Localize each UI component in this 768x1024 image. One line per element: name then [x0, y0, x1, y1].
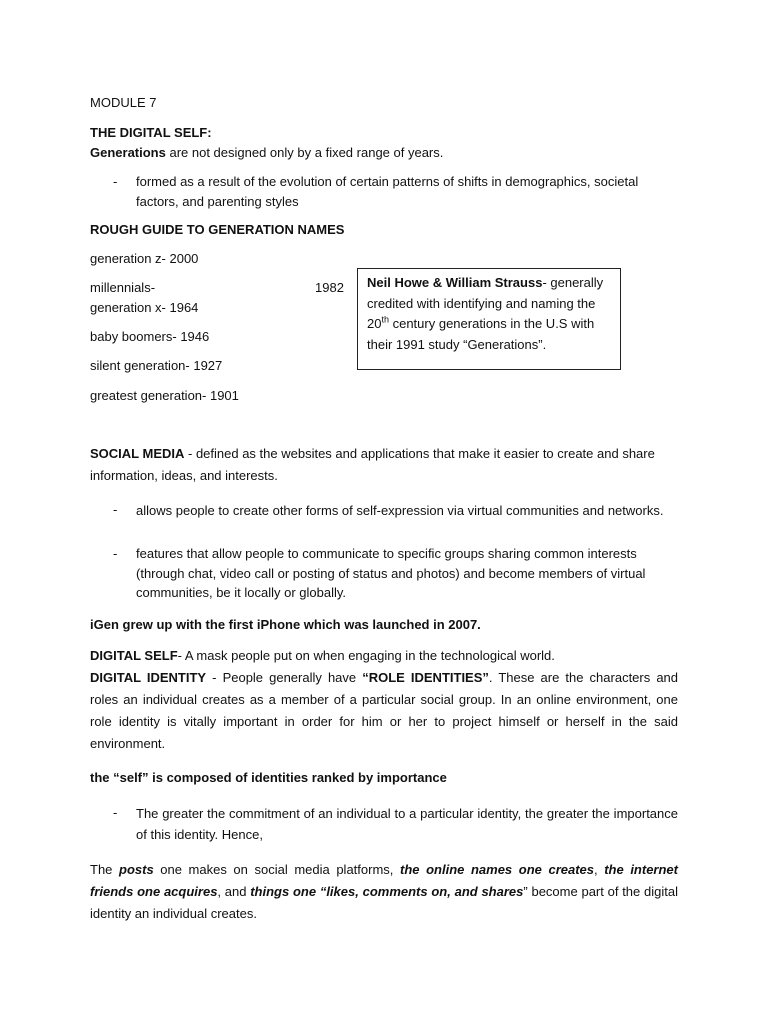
digital-identity-text-2: . These are the characters and roles an individual creates as a member of a particular social group. In an online environment, one role identity is vitally important in order for him or her to project himself or herself in the said environment.	[90, 670, 679, 751]
ordinal-superscript: th	[381, 314, 389, 325]
closing-text-3: ,	[594, 862, 605, 877]
generations-text: are not designed only by a fixed range of years.	[165, 145, 444, 160]
millennials-year: 1982	[315, 280, 344, 295]
howe-strauss-textbox	[357, 268, 621, 370]
bullet-dash: -	[113, 502, 118, 517]
greatest-generation-item: greatest generation- 1901	[90, 388, 239, 403]
silent-generation-item: silent generation- 1927	[90, 358, 223, 373]
digital-self-heading: THE DIGITAL SELF:	[90, 125, 212, 140]
generation-x-item: generation x- 1964	[90, 300, 199, 315]
role-identities-term: “ROLE IDENTITIES”	[362, 670, 489, 685]
generations-bullet: formed as a result of the evolution of certain patterns of shifts in demographics, societal factors, and parenting styles	[136, 174, 639, 209]
textbox-text-2: century generations in the U.S with their 1991 study “Generations”.	[367, 316, 595, 352]
closing-text-4: , and	[217, 884, 251, 899]
textbox-text-1: - generally credited with identifying and naming the 20	[367, 275, 604, 331]
likes-comments-shares-term: things one “likes, comments on, and shares	[250, 884, 524, 899]
guide-heading: ROUGH GUIDE TO GENERATION NAMES	[90, 222, 345, 237]
baby-boomers-item: baby boomers- 1946	[90, 329, 210, 344]
authors-names: Neil Howe & William Strauss	[367, 275, 543, 290]
igen-statement: iGen grew up with the first iPhone which was launched in 2007.	[90, 617, 481, 632]
millennials-item: millennials-	[90, 280, 156, 295]
online-names-term: the online names one creates	[400, 862, 594, 877]
social-media-definition	[90, 443, 678, 487]
generations-term: Generations	[90, 145, 166, 160]
social-media-term: SOCIAL MEDIA	[90, 446, 185, 461]
digital-identity-term: DIGITAL IDENTITY	[90, 670, 207, 685]
digital-self-term: DIGITAL SELF	[90, 648, 178, 663]
self-bullet: The greater the commitment of an individual to a particular identity, the greater the importance of this identity. Hence,	[136, 806, 678, 842]
bullet-dash: -	[113, 805, 118, 820]
closing-text-2: one makes on social media platforms,	[153, 862, 400, 877]
social-media-bullet-1: allows people to create other forms of self-expression via virtual communities and networks.	[136, 503, 664, 518]
generation-z-item: generation z- 2000	[90, 251, 199, 266]
digital-self-text: - A mask people put on when engaging in the technological world.	[177, 648, 555, 663]
digital-self-definition	[90, 648, 555, 663]
social-media-text: - defined as the websites and applications that make it easier to create and share information, ideas, and interests.	[90, 446, 655, 483]
posts-term: posts	[119, 862, 154, 877]
bullet-dash: -	[113, 546, 118, 561]
internet-friends-term: the internet friends one acquires	[90, 862, 678, 899]
digital-identity-text-1: - People generally have	[206, 670, 363, 685]
digital-identity-definition	[90, 667, 678, 755]
generations-definition	[90, 145, 443, 160]
closing-text-5: ” become part of the digital identity an individual creates.	[90, 884, 678, 921]
self-heading: the “self” is composed of identities ranked by importance	[90, 770, 447, 785]
closing-text-1: The	[90, 862, 119, 877]
closing-paragraph	[90, 859, 678, 925]
bullet-dash: -	[113, 174, 118, 189]
social-media-bullet-2: features that allow people to communicate to specific groups sharing common interests (through chat, video call or posting of status and photos) and become members of virtual communities, be it locally or globally.	[136, 546, 646, 600]
module-label: MODULE 7	[90, 95, 157, 110]
